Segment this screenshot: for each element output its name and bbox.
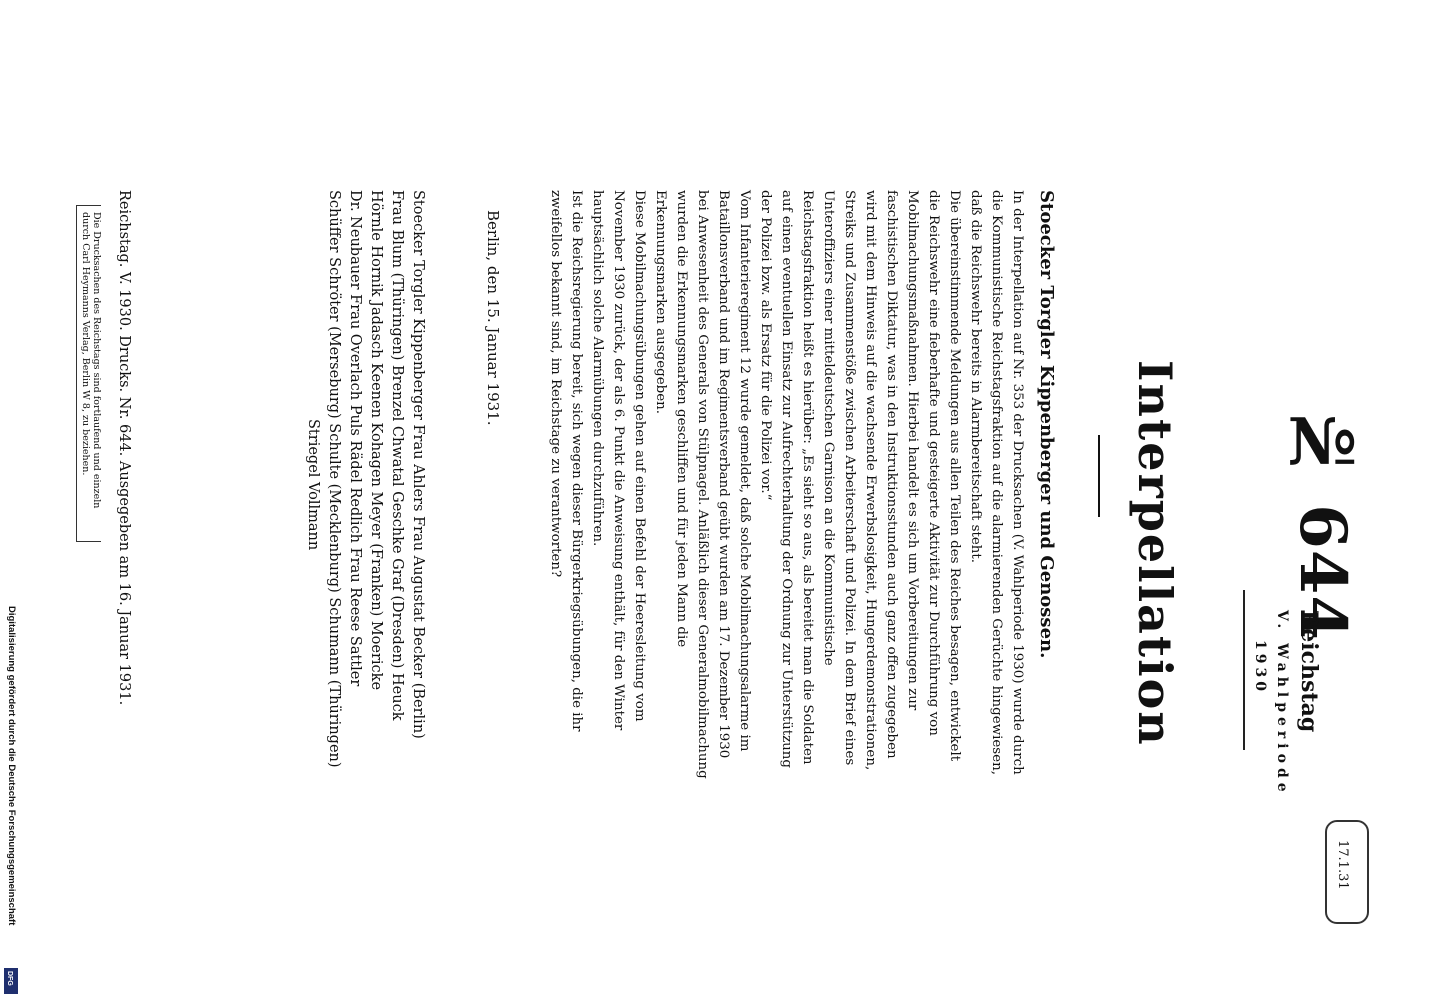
stamp-text: 17.1.31 [1335, 840, 1350, 890]
body-paragraph: Diese Mobilmachungsübungen gehen auf einen Befehl der Heeresleitung vom November 1930 zurück, der als 6. Punkt die Anweisung enthält, für den Winter hauptsächlich solche Alarmübungen durchzuführen. [590, 190, 647, 731]
title-divider [1098, 435, 1100, 517]
signer-line: Frau Blum (Thüringen) Brenzel Chwatal Geschke Graf (Dresden) Heuck [389, 190, 405, 721]
signatories-heading: Stoecker Torgler Kippenberger und Genossen. [1036, 190, 1057, 659]
body-text [548, 190, 1028, 780]
signer-line: Schüffer Schröter (Merseburg) Schulte (Mecklenburg) Schumann (Thüringen) [326, 190, 342, 768]
parliament-label: Reichstag [1296, 610, 1322, 733]
signer-line: Hörnle Hornik Jadasch Keenen Kohagen Meyer (Franken) Moericke [368, 190, 384, 691]
receipt-stamp [1325, 820, 1369, 924]
place-date: Berlin, den 15. Januar 1931. [484, 210, 502, 426]
footnote-line: durch Carl Heymanns Verlag, Berlin W 8, zu beziehen. [80, 212, 91, 476]
year-label: 1930 [1252, 640, 1268, 695]
document-number: № 644 [1285, 405, 1360, 641]
header-rule [1243, 590, 1245, 750]
signer-line: Striegel Vollmann [305, 419, 321, 551]
body-paragraph: In der Interpellation auf Nr. 353 der Drucksachen (V. Wahlperiode 1930) wurde durch die Kommunistische Reichstagsfraktion auf die alarmierenden Gerüchte hingewiesen, daß die Reichswehr bereits in Alarmbereitschaft steht. [968, 190, 1025, 775]
dfg-logo: DFG [4, 968, 18, 994]
footnote-line: Die Drucksachen des Reichstags sind fortlaufend und einzeln [91, 212, 102, 509]
publication-footer: Reichstag. V. 1930. Drucks. Nr. 644. Ausgegeben am 16. Januar 1931. [116, 190, 132, 706]
body-paragraph: Ist die Reichsregierung bereit, sich wegen dieser Bürgerkriegsübungen, die ihr zweifellos bekannt sind, im Reichstage zu verantworten? [548, 190, 584, 732]
document-title: Interpellation [1128, 360, 1182, 747]
signers-list [298, 190, 428, 780]
period-label: V. Wahlperiode [1274, 610, 1290, 797]
signer-line: Stoecker Torgler Kippenberger Frau Ahlers Frau Augustat Becker (Berlin) [410, 190, 426, 739]
signer-line: Dr. Neubauer Frau Overlach Puls Rädel Redlich Frau Reese Sattler [347, 190, 363, 687]
digitization-credit: Digitalisierung gefördert durch die Deutsche Forschungsgemeinschaft [6, 606, 17, 926]
body-paragraph: Die übereinstimmende Meldungen aus allen Teilen des Reiches besagen, entwickelt die Reichswehr eine fieberhafte und gesteigerte Aktivität zur Durchführung von Mobilmachungsmaßnahmen. Hierbei handelt es sich um Vorbereitungen zur faschistischen Diktatur, was in den Instruktionsstunden auch ganz offen zugegeben wird mit dem Hinweis auf die wachsende Erwerbslosigkeit, Hungerdemonstrationen, Streiks und Zusammenstöße zwischen Arbeiterschaft und Polizei. In dem Brief eines Unteroffiziers einer mitteldeutschen Garnison an die Kommunistische Reichstagsfraktion heißt es hierüber: „Es sieht so aus, als bereitet man die Soldaten auf einen eventuellen Einsatz zur Aufrechterhaltung der Ordnung zur Unterstützung der Polizei bzw. als Ersatz für die Polizei vor.“ [758, 190, 962, 771]
footnote [80, 212, 102, 508]
body-paragraph: Vom Infanterieregiment 12 wurde gemeldet, daß solche Mobilmachungsalarme im Bataillonsverband und im Regimentsverband geübt wurden am 17. Dezember 1930 bei Anwesenheit des Generals von Stülpnagel. Anläßlich dieser Generalmobilmachung wurden die Erkennungsmarken geschliffen und für jeden Mann die Erkennungsmarken ausgegeben. [653, 190, 752, 779]
